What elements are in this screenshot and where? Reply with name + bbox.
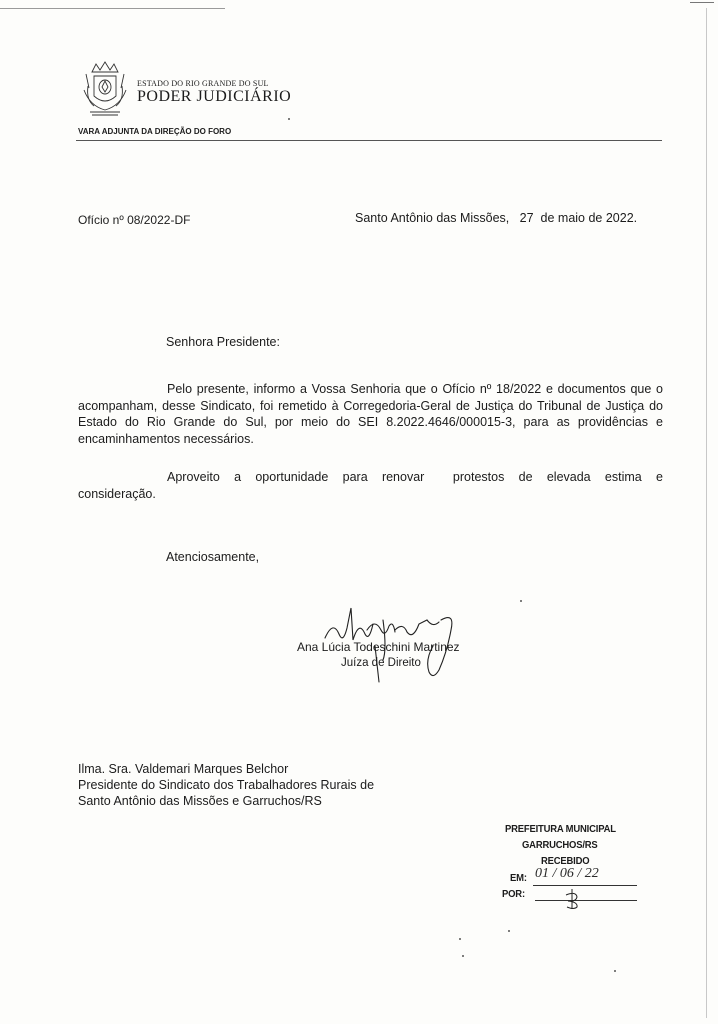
place-date-text: Santo Antônio das Missões, 27 de maio de 2022. <box>355 211 638 225</box>
body-paragraph-1-text: Pelo presente, informo a Vossa Senhoria que o Ofício nº 18/2022 e documentos que o acompanham, desse Sindicato, foi remetido à Corregedoria-Geral de Justiça do Tribunal de Justiça do Estado do Rio Grande do Sul, por meio do SEI 8.2022.4646/000015-3, para as providências e encaminhamentos necessários. <box>78 382 663 446</box>
stamp-em-label: EM: <box>510 872 527 884</box>
scan-edge-right <box>706 8 707 1018</box>
scan-speck <box>520 600 522 602</box>
stamp-received-date: 01 / 06 / 22 <box>535 866 599 881</box>
recipient-line-3: Santo Antônio das Missões e Garruchos/RS <box>78 794 322 808</box>
handwritten-initial <box>562 888 582 910</box>
signer-title: Juíza de Direito <box>341 657 421 669</box>
scan-speck <box>462 955 464 957</box>
scan-speck <box>288 118 290 120</box>
signer-name: Ana Lúcia Todeschini Martinez <box>297 640 460 654</box>
letterhead-judiciary: PODER JUDICIÁRIO <box>137 88 292 105</box>
header-rule <box>76 140 662 141</box>
place-date <box>355 211 637 225</box>
stamp-line-1: PREFEITURA MUNICIPAL <box>505 823 616 835</box>
recipient-line-2: Presidente do Sindicato dos Trabalhadores Rurais de <box>78 778 375 792</box>
stamp-por-label: POR: <box>502 888 525 900</box>
scan-speck <box>459 938 461 940</box>
stamp-line-2: GARRUCHOS/RS <box>522 839 598 851</box>
body-paragraph-2-text: Aproveito a oportunidade para renovar protestos de elevada estima e consideração. <box>78 470 667 501</box>
rio-grande-do-sul-coat-of-arms-icon <box>80 60 130 120</box>
scan-speck <box>508 930 510 932</box>
scan-mark <box>690 2 714 3</box>
stamp-date-line <box>533 885 637 886</box>
document-reference: Ofício nº 08/2022-DF <box>78 213 191 227</box>
letterhead-department: VARA ADJUNTA DA DIREÇÃO DO FORO <box>78 127 232 136</box>
stamp-line-3: RECEBIDO <box>541 855 590 867</box>
body-paragraph-1 <box>78 381 663 447</box>
scan-edge-top <box>0 8 225 9</box>
stamp-por-line <box>535 900 637 901</box>
scan-speck <box>614 970 616 972</box>
letterhead-state: ESTADO DO RIO GRANDE DO SUL <box>137 79 269 88</box>
closing: Atenciosamente, <box>166 550 260 564</box>
salutation: Senhora Presidente: <box>166 335 280 349</box>
recipient-line-1: Ilma. Sra. Valdemari Marques Belchor <box>78 762 289 776</box>
body-paragraph-2 <box>78 469 667 502</box>
